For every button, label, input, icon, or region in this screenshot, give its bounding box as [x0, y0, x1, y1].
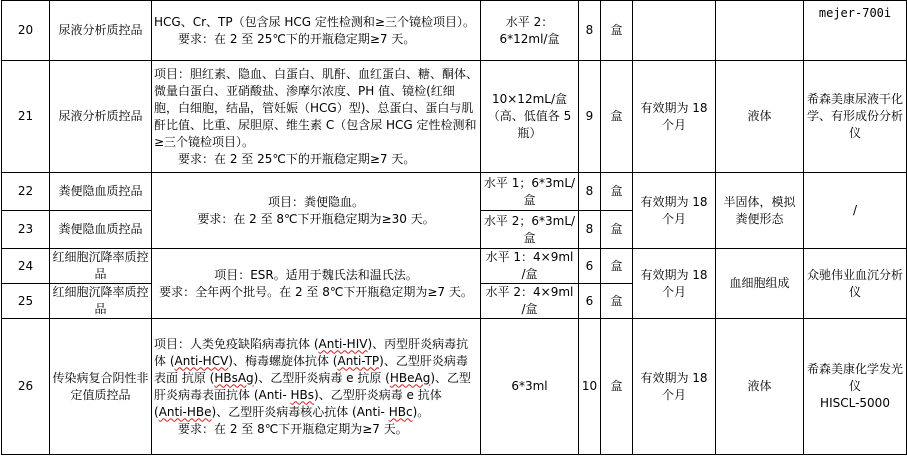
unit-cell: 盒: [601, 319, 633, 455]
instrument-cell: /: [804, 173, 907, 249]
spec-cell: 水平 2：6*12ml/盒: [481, 1, 579, 61]
quantity-cell: 8: [579, 211, 601, 249]
quantity-cell: 8: [579, 1, 601, 61]
item-text: 项目：ESR。适用于魏氏法和温氏法。: [214, 267, 418, 282]
requirement-text: 要求：全年两个批号。在 2 至 8℃下开瓶稳定期为≥7 天。: [159, 284, 473, 299]
unit-cell: 盒: [601, 1, 633, 61]
validity-cell: 有效期为 18 个月: [633, 173, 716, 249]
product-name: 粪便隐血质控品: [50, 211, 152, 249]
requirement-text: 要求：在 2 至 25℃下的开瓶稳定期≥7 天。: [178, 31, 416, 46]
requirement-text: 要求：在 2 至 8℃下开瓶稳定期为≥7 天。: [178, 421, 408, 436]
product-name: 红细胞沉降率质控品: [50, 249, 152, 284]
reagent-table: [1, 0, 907, 455]
table-row: [2, 319, 907, 455]
unit-cell: 盒: [601, 249, 633, 284]
table-row: [2, 173, 907, 211]
unit-cell: 盒: [601, 211, 633, 249]
validity-cell: [633, 1, 716, 61]
product-name: 粪便隐血质控品: [50, 173, 152, 211]
table-row: [2, 61, 907, 173]
spec-cell: 6*3ml: [481, 319, 579, 455]
row-number: 25: [2, 284, 50, 319]
spec-cell: 水平 1：4×9ml /盒: [481, 249, 579, 284]
spec-cell: 水平 1；6*3mL/盒: [481, 173, 579, 211]
product-name: 传染病复合阴性非定值质控品: [50, 319, 152, 455]
item-text: 项目：人类免疫缺陷病毒抗体 (Anti-HIV)、丙型肝炎病毒抗体 (Anti-HCV)、梅毒螺旋体抗体 (Anti-TP)、乙型肝炎病毒表面 抗原 (HBsAg)、乙型肝炎病毒 e 抗原 (HBeAg)、乙型肝炎病毒表面抗体 (Anti- HBs)、乙型肝炎病毒 e 抗体 (Anti-HBe)、乙型肝炎病毒核心抗体 (Anti- HBc)。: [154, 336, 472, 419]
quantity-cell: 6: [579, 284, 601, 319]
item-description: [152, 319, 481, 455]
product-name: 尿液分析质控品: [50, 61, 152, 173]
quantity-cell: 10: [579, 319, 601, 455]
row-number: 24: [2, 249, 50, 284]
spec-cell: 水平 2：4×9ml /盒: [481, 284, 579, 319]
quantity-cell: 8: [579, 173, 601, 211]
row-number: 21: [2, 61, 50, 173]
row-number: 23: [2, 211, 50, 249]
instrument-model: HISCL-5000: [820, 396, 890, 410]
validity-cell: 有效期为 18 个月: [633, 249, 716, 319]
spec-cell: 10×12mL/盒（高、低值各 5 瓶）: [481, 61, 579, 173]
product-name: 尿液分析质控品: [50, 1, 152, 61]
spec-cell: 水平 2；6*3mL/盒: [481, 211, 579, 249]
form-cell: 半固体，模拟粪便形态: [716, 173, 804, 249]
requirement-text: 要求：在 2 至 8℃下开瓶稳定期为≥30 天。: [197, 211, 435, 226]
item-description: [152, 61, 481, 173]
unit-cell: 盒: [601, 61, 633, 173]
form-cell: [716, 1, 804, 61]
validity-cell: 有效期为 18 个月: [633, 319, 716, 455]
row-number: 26: [2, 319, 50, 455]
validity-cell: 有效期为 18 个月: [633, 61, 716, 173]
instrument-cell: 希森美康尿液干化学、有形成份分析仪: [804, 61, 907, 173]
item-text: 项目：胆红素、隐血、白蛋白、肌酐、血红蛋白、糖、酮体、微量白蛋白、亚硝酸盐、渗摩尔浓度、PH 值、镜检(红细胞，白细胞，结晶，管妊娠（HCG）型)、总蛋白、蛋白与肌酐比值、比重、尿胆原、维生素 C（包含尿 HCG 定性检测和≥三个镜检项目）。: [154, 66, 479, 149]
item-description: [152, 1, 481, 61]
instrument-cell: 众驰伟业血沉分析仪: [804, 249, 907, 319]
table-row: [2, 1, 907, 61]
form-cell: 液体: [716, 319, 804, 455]
item-description: [152, 249, 481, 319]
form-cell: 血细胞组成: [716, 249, 804, 319]
instrument-cell: mejer-700i: [804, 1, 907, 61]
requirement-text: 要求：在 2 至 25℃下的开瓶稳定期≥7 天。: [178, 151, 416, 166]
instrument-cell: [804, 319, 907, 455]
quantity-cell: 9: [579, 61, 601, 173]
row-number: 20: [2, 1, 50, 61]
instrument-name: 希森美康化学发光仪: [806, 362, 903, 393]
row-number: 22: [2, 173, 50, 211]
quantity-cell: 6: [579, 249, 601, 284]
item-description: [152, 173, 481, 249]
table-row: [2, 249, 907, 284]
form-cell: 液体: [716, 61, 804, 173]
unit-cell: 盒: [601, 284, 633, 319]
product-name: 红细胞沉降率质控品: [50, 284, 152, 319]
item-text: 项目：粪便隐血。: [267, 194, 364, 209]
item-text: HCG、Cr、TP（包含尿 HCG 定性检测和≥三个镜检项目）。: [154, 14, 475, 29]
unit-cell: 盒: [601, 173, 633, 211]
